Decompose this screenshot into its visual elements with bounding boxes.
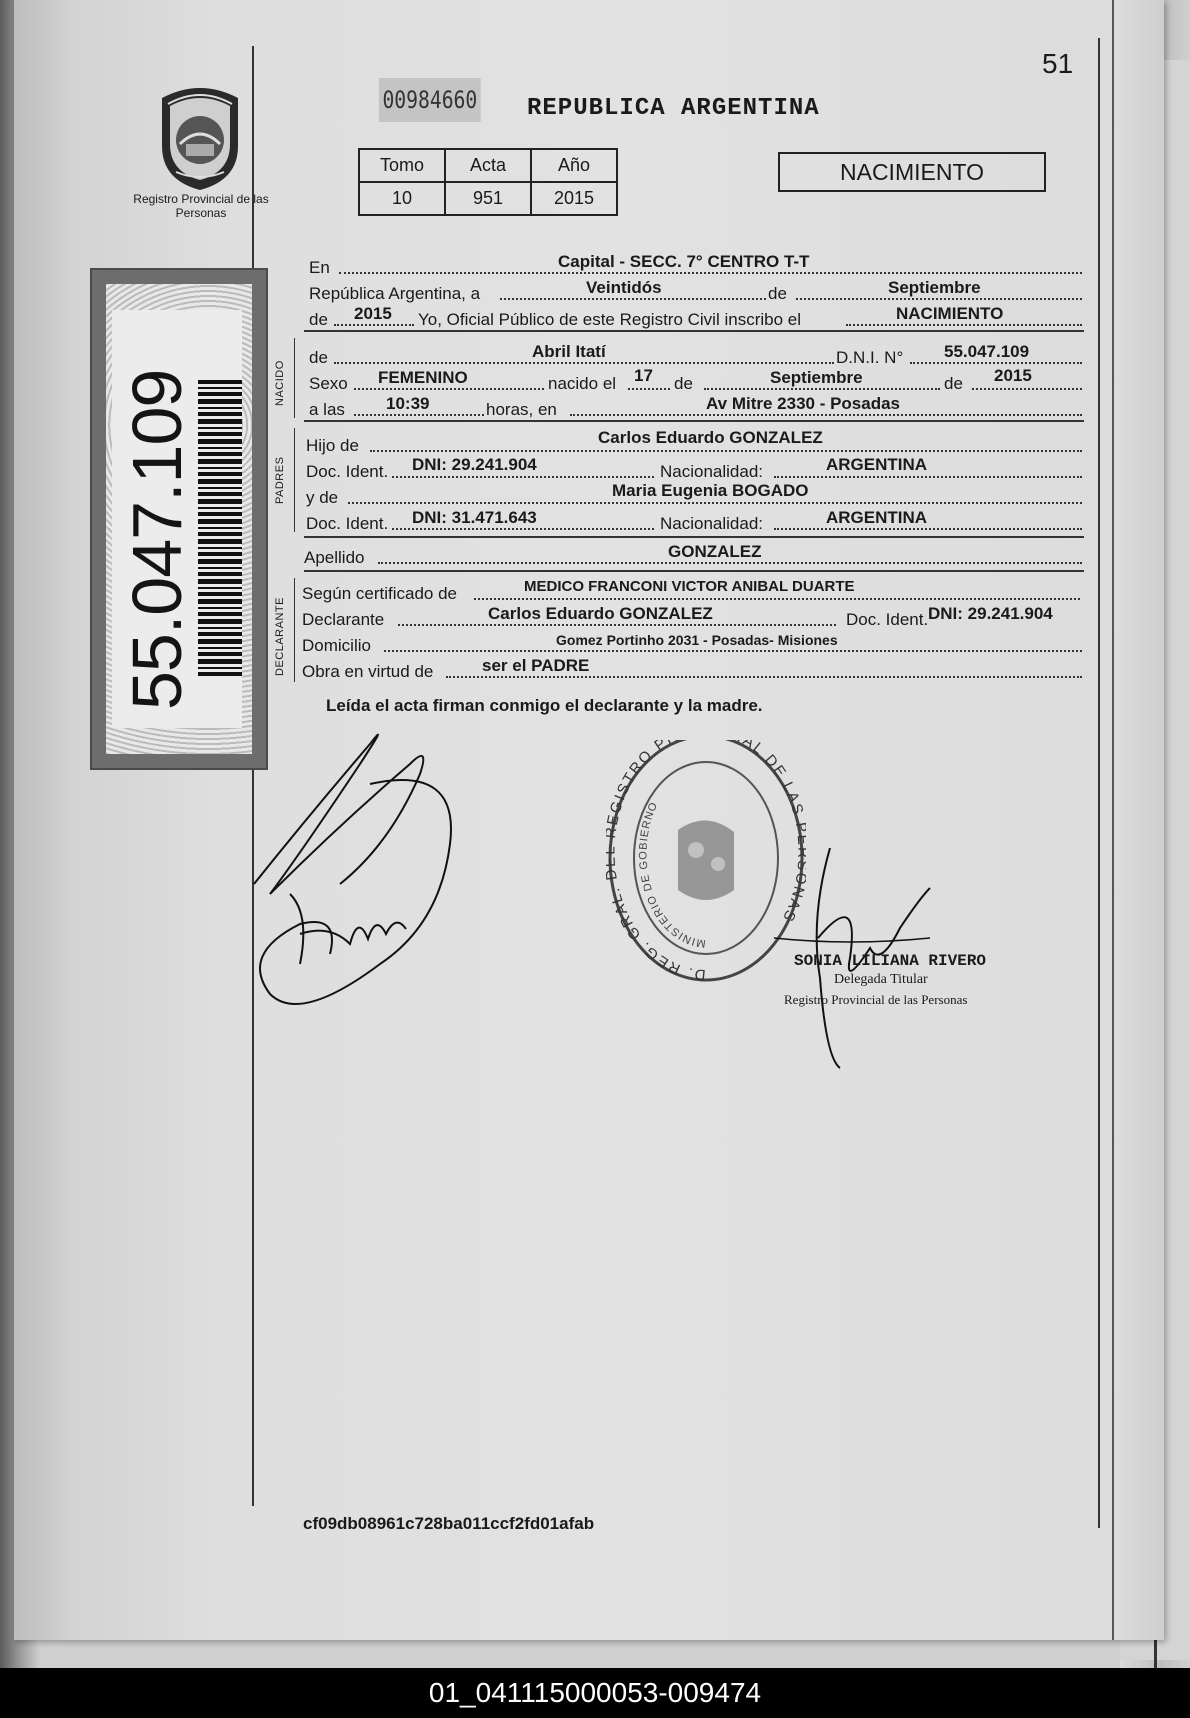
de-label: de (944, 374, 963, 393)
closing-statement: Leída el acta firman conmigo el declarante y la madre. (326, 696, 763, 715)
section-divider (304, 420, 1084, 422)
nacionalidad-label: Nacionalidad: (660, 462, 764, 481)
document-hash: cf09db08961c728ba011ccf2fd01afab (303, 1514, 595, 1533)
birth-time-value: 10:39 (386, 394, 430, 413)
dotted-line (378, 562, 1082, 564)
doc-label: Doc. Ident. (306, 462, 389, 481)
birth-month-value: Septiembre (770, 368, 863, 387)
barcode (198, 380, 242, 676)
official-office: Registro Provincial de las Personas (784, 992, 968, 1007)
en-label: En (309, 258, 330, 277)
registry-header-tomo: Tomo (359, 149, 445, 182)
registry-value-ano: 2015 (531, 182, 617, 215)
dotted-line (446, 676, 1082, 678)
declarante-doc-value: DNI: 29.241.904 (928, 604, 1053, 623)
dotted-line (348, 502, 1082, 504)
footer-document-id: 01_041115000053-009474 (0, 1668, 1190, 1718)
apellido-value: GONZALEZ (668, 542, 762, 561)
section-divider (304, 536, 1084, 538)
dotted-line (704, 388, 940, 390)
declarante-side-label: DECLARANTE (274, 597, 286, 676)
obra-value: ser el PADRE (482, 656, 590, 675)
year-value: 2015 (354, 304, 392, 323)
padres-side-label: PADRES (274, 456, 286, 504)
dotted-line (774, 528, 1082, 530)
section-divider (304, 330, 1084, 332)
right-margin-rule (1098, 38, 1100, 1528)
sticker-guilloche (106, 284, 252, 754)
dotted-line (334, 324, 414, 326)
month-value: Septiembre (888, 278, 981, 297)
father-name-value: Carlos Eduardo GONZALEZ (598, 428, 823, 447)
dotted-line (570, 414, 1082, 416)
horas-label: horas, en (486, 400, 557, 419)
stamp-inner-text: MINISTERIO DE GOBIERNO (637, 800, 707, 950)
oficial-text: Yo, Oficial Público de este Registro Civil inscribo el (418, 310, 801, 329)
declarante-value: Carlos Eduardo GONZALEZ (488, 604, 713, 623)
section-divider (304, 570, 1084, 572)
registry-value-tomo: 10 (359, 182, 445, 215)
registry-value-acta: 951 (445, 182, 531, 215)
dni-sticker-number: 55.047.109 (118, 369, 196, 710)
nacido-side-label: NACIDO (274, 360, 286, 406)
dotted-line (392, 476, 654, 478)
obra-label: Obra en virtud de (302, 662, 434, 681)
mother-nat-value: ARGENTINA (826, 508, 928, 527)
de-label: de (309, 310, 328, 329)
dotted-line (910, 362, 1082, 364)
doc-label: Doc. Ident. (846, 610, 929, 629)
dotted-line (972, 388, 1082, 390)
de-label: de (309, 348, 328, 367)
dotted-line (846, 324, 1082, 326)
father-nat-value: ARGENTINA (826, 455, 928, 474)
dotted-line (354, 414, 484, 416)
certificado-value: MEDICO FRANCONI VICTOR ANIBAL DUARTE (524, 578, 855, 595)
birth-day-value: 17 (634, 366, 653, 385)
province-seal-logo (154, 84, 246, 192)
act-type-box: NACIMIENTO (778, 152, 1046, 192)
dotted-line (500, 298, 766, 300)
section-rule (294, 338, 295, 418)
sexo-label: Sexo (309, 374, 348, 393)
dni-sticker (90, 268, 268, 770)
de-label: de (768, 284, 787, 303)
section-rule (294, 428, 295, 532)
dotted-line (334, 362, 834, 364)
sexo-value: FEMENINO (378, 368, 468, 387)
dotted-line (796, 298, 1082, 300)
day-value: Veintidós (586, 278, 662, 297)
sticker-label (112, 310, 242, 728)
official-name: SONIA LILIANA RIVERO (794, 952, 987, 970)
registry-header-acta: Acta (445, 149, 531, 182)
page-number: 51 (1042, 48, 1074, 79)
child-dni-value: 55.047.109 (944, 342, 1030, 361)
domicilio-label: Domicilio (302, 636, 371, 655)
certificado-label: Según certificado de (302, 584, 457, 603)
de-label: de (674, 374, 693, 393)
republica-label: República Argentina, a (309, 284, 481, 303)
sheet-edge-rule (1112, 0, 1114, 1640)
birth-place-value: Av Mitre 2330 - Posadas (706, 394, 901, 413)
stamp-outer-text: D. REG. GRAL. GISTRO P AL DE LAS NAS (606, 740, 806, 984)
child-name-value: Abril Itatí (532, 342, 606, 361)
country-heading: REPUBLICA ARGENTINA (527, 95, 820, 122)
mother-doc-value: DNI: 31.471.643 (412, 508, 537, 527)
birth-certificate-sheet (14, 0, 1164, 1640)
dotted-line (628, 388, 670, 390)
y-de-label: y de (306, 488, 339, 507)
registry-header-ano: Año (531, 149, 617, 182)
official-title: Delegada Titular (834, 972, 928, 987)
serial-number: 00984660 (379, 78, 481, 122)
dotted-line (339, 272, 1082, 274)
dotted-line (384, 650, 1082, 652)
doc-label: Doc. Ident. (306, 514, 389, 533)
dotted-line (370, 450, 1082, 452)
apellido-label: Apellido (304, 548, 365, 567)
a-las-label: a las (309, 400, 345, 419)
mother-name-value: Maria Eugenia BOGADO (612, 481, 809, 500)
father-doc-value: DNI: 29.241.904 (412, 455, 537, 474)
declarante-label: Declarante (302, 610, 385, 629)
inscribo-value: NACIMIENTO (896, 304, 1004, 323)
dotted-line (398, 624, 836, 626)
section-rule (294, 578, 295, 682)
dotted-line (474, 598, 1080, 600)
registry-caption: Registro Provincial de las Personas (133, 192, 269, 220)
nacido-el-label: nacido el (548, 374, 617, 393)
dotted-line (774, 476, 1082, 478)
hijo-label: Hijo de (306, 436, 359, 455)
place-value: Capital - SECC. 7° CENTRO T-T (558, 252, 810, 271)
birth-year-value: 2015 (994, 366, 1032, 385)
declarant-signature (240, 724, 480, 1029)
dni-label: D.N.I. N° (836, 348, 904, 367)
dotted-line (392, 528, 654, 530)
domicilio-value: Gomez Portinho 2031 - Posadas- Misiones (556, 632, 838, 648)
nacionalidad-label: Nacionalidad: (660, 514, 764, 533)
dotted-line (354, 388, 544, 390)
registry-table (358, 148, 618, 216)
